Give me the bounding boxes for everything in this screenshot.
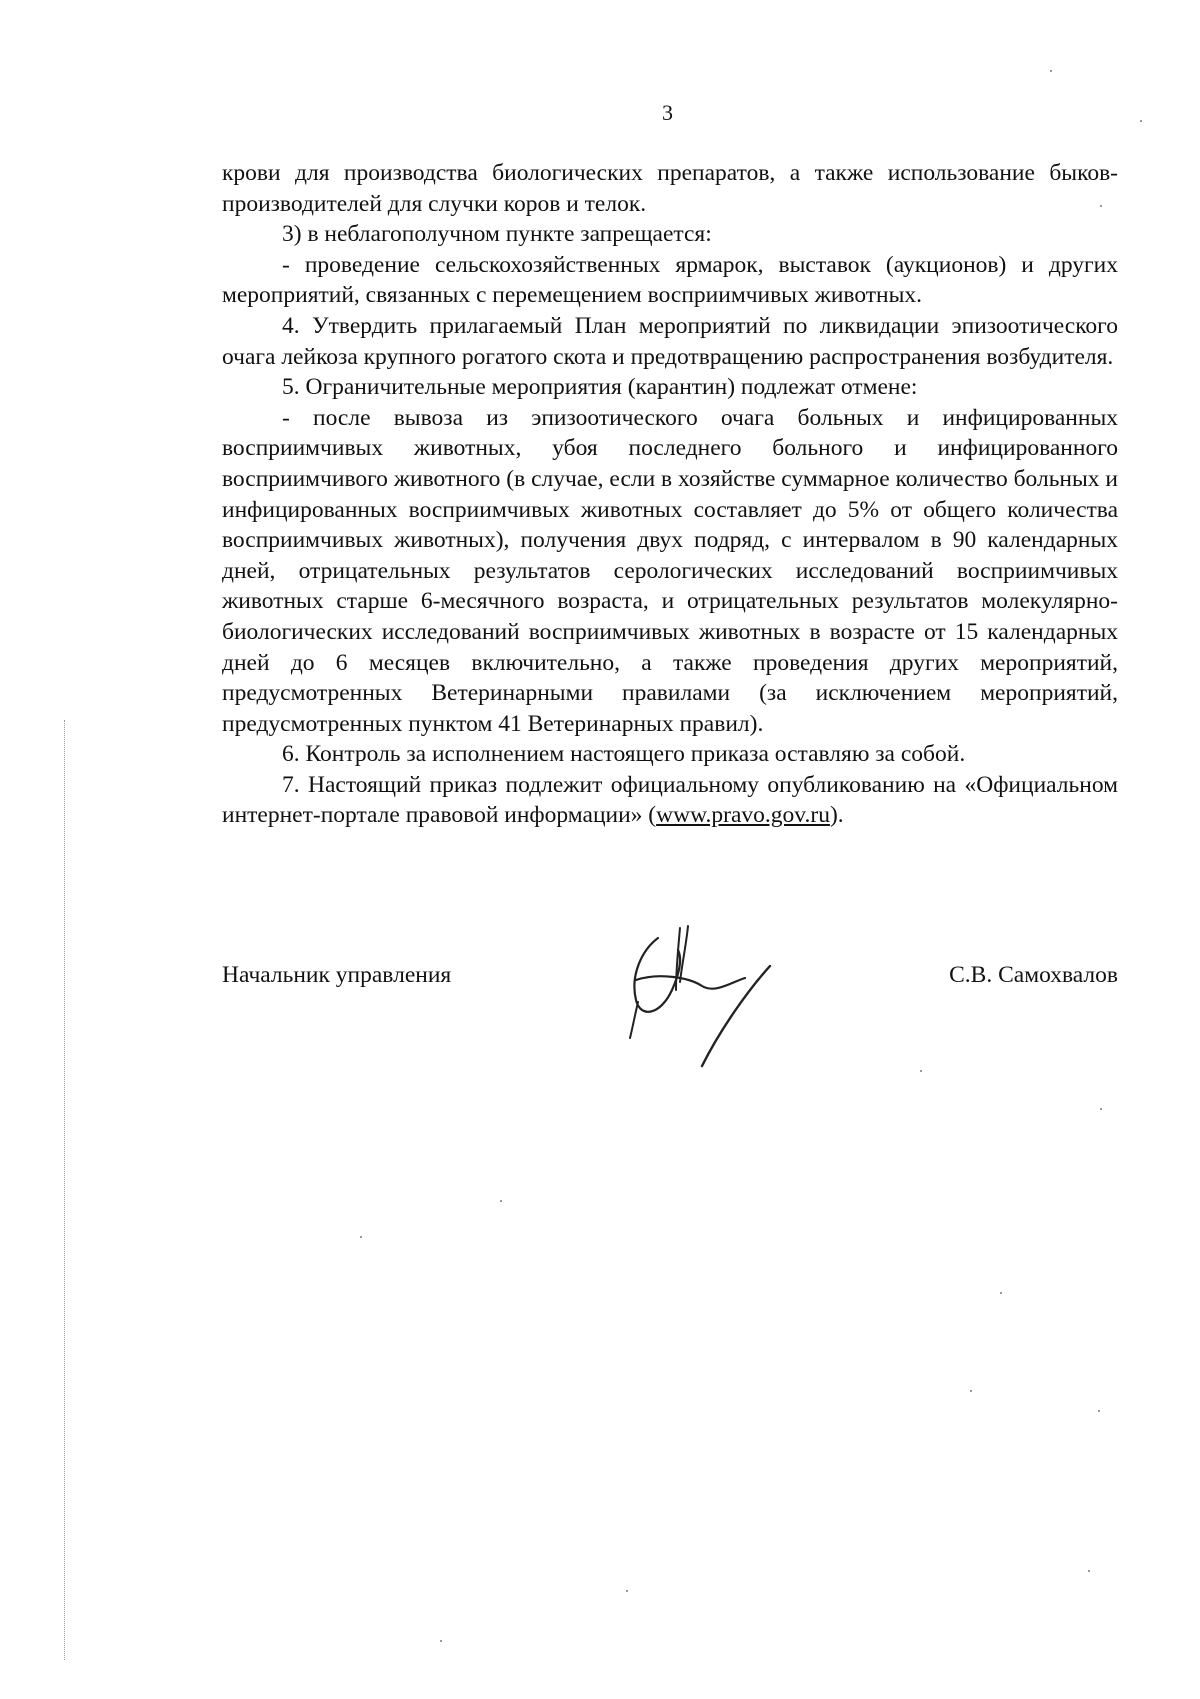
paragraph-8 (222, 770, 1118, 831)
handwritten-signature (620, 920, 790, 1080)
scan-speck (970, 1390, 972, 1392)
document-body (222, 158, 1118, 831)
scan-speck (1088, 1570, 1090, 1572)
paragraph-4: 4. Утвердить прилагаемый План мероприятий по ликвидации эпизоотического очага лейкоза крупного рогатого скота и предотвращению распространения возбудителя. (222, 312, 1118, 370)
scan-speck (1100, 1108, 1102, 1110)
scan-speck (1000, 1292, 1002, 1294)
scan-speck (1098, 1410, 1100, 1412)
paragraph-7: 6. Контроль за исполнением настоящего приказа оставляю за собой. (282, 741, 966, 768)
scan-speck (1100, 205, 1102, 207)
signatory-title: Начальник управления (222, 962, 452, 988)
publication-close: ). (829, 802, 844, 829)
scan-speck (1050, 70, 1052, 72)
scan-speck (626, 1590, 628, 1592)
paragraph-5: 5. Ограничительные мероприятия (карантин) подлежат отмене: (282, 374, 918, 401)
signatory-name: С.В. Самохвалов (949, 962, 1118, 988)
scan-speck (500, 1200, 502, 1202)
publication-text: 7. Настоящий приказ подлежит официальному опубликованию на «Официальном интернет-портале правовой информации» ( (222, 771, 1118, 829)
paragraph-2: 3) в неблагополучном пункте запрещается: (282, 221, 712, 248)
scan-speck (360, 1236, 362, 1238)
scan-speck (1140, 120, 1142, 122)
binding-edge (64, 720, 66, 1660)
scan-speck (440, 1640, 442, 1642)
paragraph-6: - после вывоза из эпизоотического очага больных и инфицированных восприимчивых животных, убоя последнего больного и инфицированного восприимчивого животного (в случае, если в хозяйстве суммарное количество больных и инфицированных восприимчивых животных составляет до 5% от общего количества восприимчивых животных), получения двух подряд, с интервалом в 90 календарных дней, отрицательных результатов серологических исследований восприимчивых животных старше 6-месячного возраста, и отрицательных результатов молекулярно-биологических исследований восприимчивых животных в возрасте от 15 календарных дней до 6 месяцев включительно, а также проведения других мероприятий, предусмотренных Ветеринарными правилами (за исключением мероприятий, предусмотренных пунктом 41 Ветеринарных правил). (222, 404, 1118, 737)
scan-speck (920, 1070, 922, 1072)
paragraph-3: - проведение сельскохозяйственных ярмарок, выставок (аукционов) и других мероприятий, связанных с перемещением восприимчивых животных. (222, 251, 1118, 309)
page-number: 3 (662, 100, 673, 125)
pravo-link[interactable]: www.pravo.gov.ru (656, 802, 830, 829)
paragraph-1: крови для производства биологических препаратов, а также использование быков-производителей для случки коров и телок. (222, 160, 1118, 217)
